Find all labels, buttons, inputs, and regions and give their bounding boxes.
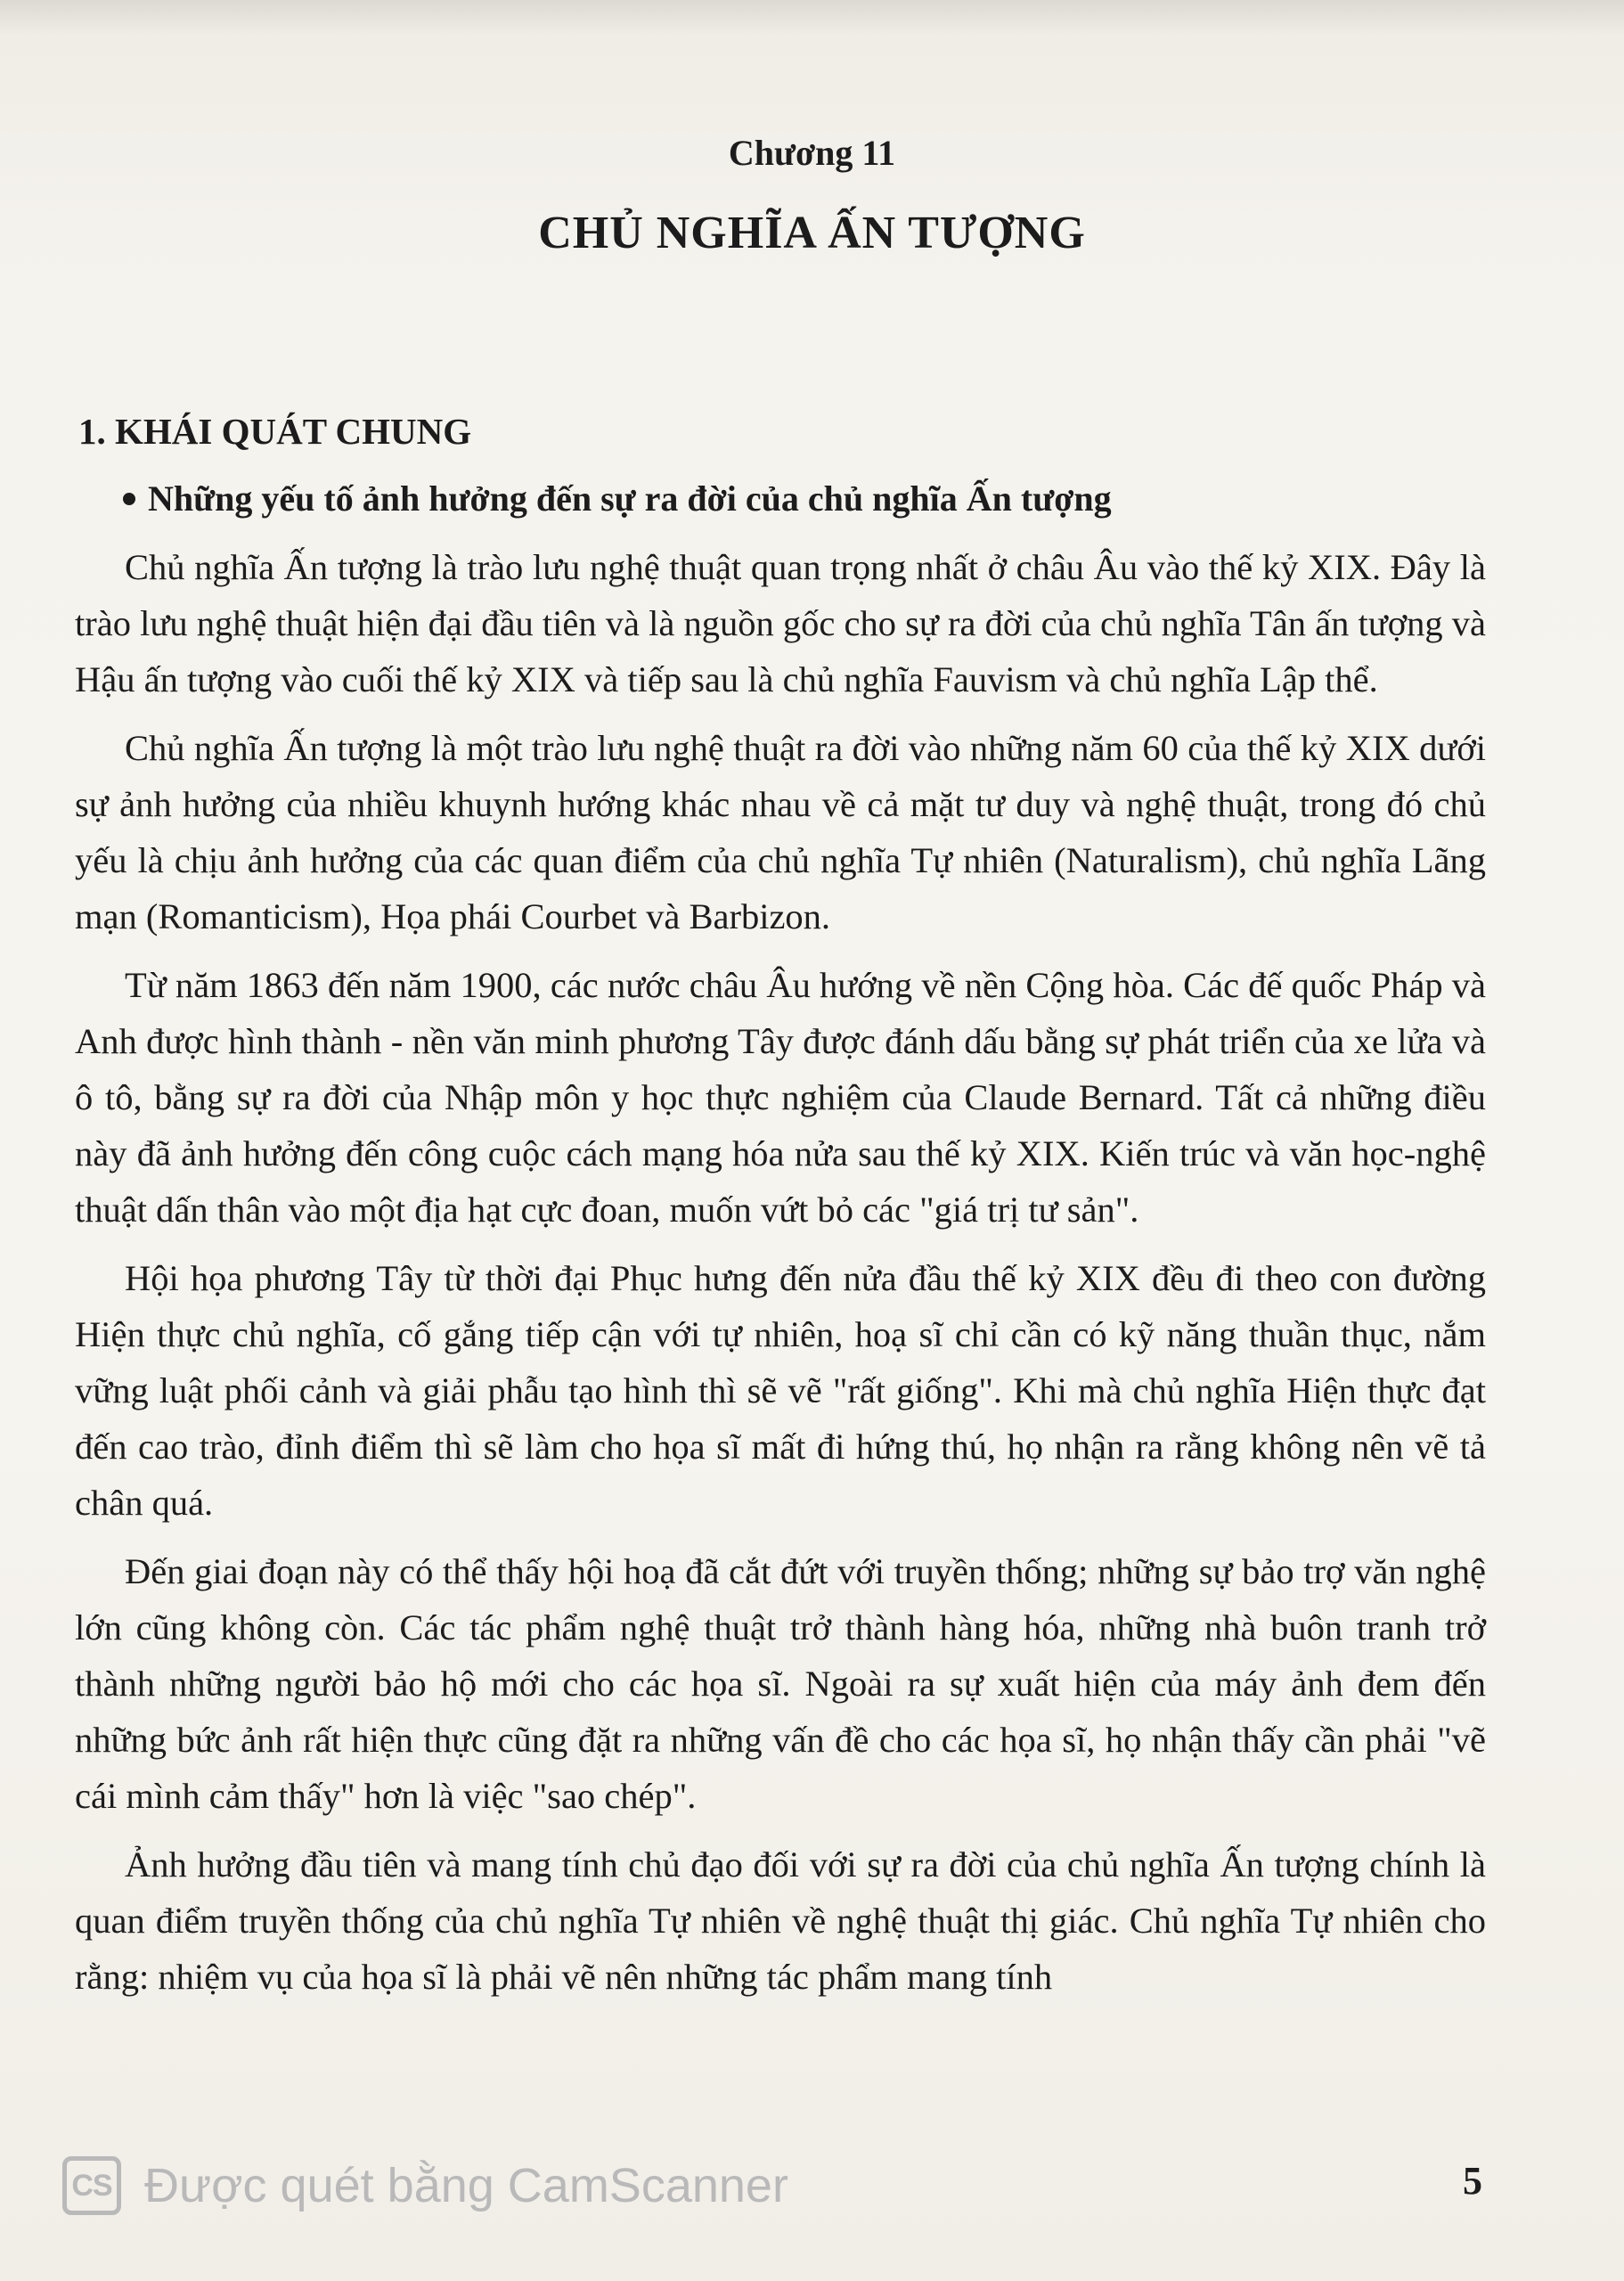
chapter-title: CHỦ NGHĨA ẤN TƯỢNG — [538, 208, 1086, 258]
page-number: 5 — [1463, 2159, 1482, 2203]
paragraph: Hội họa phương Tây từ thời đại Phục hưng đến nửa đầu thế kỷ XIX đều đi theo con đường Hiện thực chủ nghĩa, cố gắng tiếp cận với tự nhiên, hoạ sĩ chỉ cần có kỹ năng thuần thục, nắm vững luật phối cảnh và giải phẫu tạo hình thì sẽ vẽ "rất giống". Khi mà chủ nghĩa Hiện thực đạt đến cao trào, đỉnh điểm thì sẽ làm cho họa sĩ mất đi hứng thú, họ nhận ra rằng không nên vẽ tả chân quá. — [75, 1258, 1486, 1523]
chapter-label: Chương 11 — [728, 133, 896, 173]
paragraph: Từ năm 1863 đến năm 1900, các nước châu Âu hướng về nền Cộng hòa. Các đế quốc Pháp và Anh được hình thành - nền văn minh phương Tây được đánh dấu bằng sự phát triển của xe lửa và ô tô, bằng sự ra đời của Nhập môn y học thực nghiệm của Claude Bernard. Tất cả những điều này đã ảnh hưởng đến công cuộc cách mạng hóa nửa sau thế kỷ XIX. Kiến trúc và văn học-nghệ thuật dấn thân vào một địa hạt cực đoan, muốn vứt bỏ các "giá trị tư sản". — [75, 965, 1486, 1230]
body-text — [75, 539, 1486, 2017]
bullet-subheading — [123, 478, 1112, 519]
watermark-text: Được quét bằng CamScanner — [144, 2159, 788, 2212]
subheading-text: Những yếu tố ảnh hưởng đến sự ra đời của chủ nghĩa Ấn tượng — [148, 478, 1112, 519]
paragraph: Đến giai đoạn này có thể thấy hội hoạ đã cắt đứt với truyền thống; những sự bảo trợ văn nghệ lớn cũng không còn. Các tác phẩm nghệ thuật trở thành hàng hóa, những nhà buôn tranh trở thành những người bảo hộ mới cho các họa sĩ. Ngoài ra sự xuất hiện của máy ảnh đem đến những bức ảnh rất hiện thực cũng đặt ra những vấn đề cho các họa sĩ, họ nhận thấy cần phải "vẽ cái mình cảm thấy" hơn là việc "sao chép". — [75, 1551, 1486, 1816]
paragraph: Chủ nghĩa Ấn tượng là trào lưu nghệ thuật quan trọng nhất ở châu Âu vào thế kỷ XIX. Đây là trào lưu nghệ thuật hiện đại đầu tiên và là nguồn gốc cho sự ra đời của chủ nghĩa Tân ấn tượng và Hậu ấn tượng vào cuối thế kỷ XIX và tiếp sau là chủ nghĩa Fauvism và chủ nghĩa Lập thể. — [75, 547, 1486, 699]
camscanner-logo-icon: CS — [62, 2156, 121, 2215]
camscanner-watermark — [62, 2156, 788, 2215]
paragraph: Ảnh hưởng đầu tiên và mang tính chủ đạo đối với sự ra đời của chủ nghĩa Ấn tượng chính là quan điểm truyền thống của chủ nghĩa Tự nhiên về nghệ thuật thị giác. Chủ nghĩa Tự nhiên cho rằng: nhiệm vụ của họa sĩ là phải vẽ nên những tác phẩm mang tính — [75, 1844, 1486, 1997]
page-edge-shadow — [0, 0, 1624, 36]
section-heading: 1. KHÁI QUÁT CHUNG — [78, 411, 472, 452]
bullet-icon — [123, 493, 135, 505]
paragraph: Chủ nghĩa Ấn tượng là một trào lưu nghệ thuật ra đời vào những năm 60 của thế kỷ XIX dưới sự ảnh hưởng của nhiều khuynh hướng khác nhau về cả mặt tư duy và nghệ thuật, trong đó chủ yếu là chịu ảnh hưởng của các quan điểm của chủ nghĩa Tự nhiên (Naturalism), chủ nghĩa Lãng mạn (Romanticism), Họa phái Courbet và Barbizon. — [75, 728, 1486, 936]
